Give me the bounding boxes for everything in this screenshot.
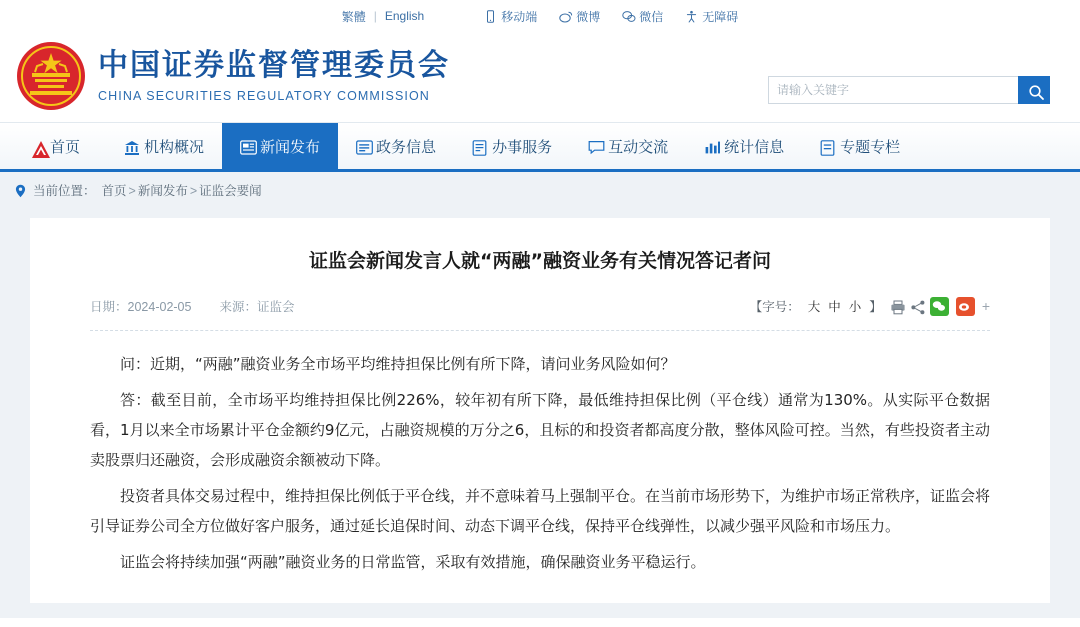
nav-item-government-info[interactable] (338, 123, 454, 169)
breadcrumb-item-1[interactable]: 新闻发布 (137, 184, 188, 198)
nav-item-statistics[interactable] (686, 123, 802, 169)
accessibility-label: 无障碍 (702, 9, 739, 24)
weibo-share-icon[interactable] (956, 297, 975, 316)
wechat-label: 微信 (639, 9, 664, 24)
nav-label-news: 新闻发布 (260, 138, 321, 156)
nav-item-institution[interactable] (106, 123, 222, 169)
mobile-icon (484, 10, 497, 23)
fontsize-large[interactable]: 大 (807, 300, 821, 315)
wechat-link[interactable] (622, 8, 663, 25)
share-icon[interactable] (910, 300, 923, 313)
divider (90, 330, 990, 331)
fontsize-close: 】 (869, 300, 882, 315)
fontsize-small[interactable]: 小 (848, 300, 862, 315)
statistics-icon (704, 140, 717, 153)
weibo-link[interactable] (559, 8, 600, 25)
csrc-logo-icon (30, 140, 43, 153)
nav-item-topics[interactable] (802, 123, 918, 169)
article-date-label: 日期： (90, 300, 128, 315)
breadcrumb-sep-0: > (128, 184, 136, 198)
article-paragraph: 问：近期，“两融”融资业务全市场平均维持担保比例有所下降，请问业务风险如何？ (120, 354, 676, 373)
lang-traditional-link[interactable]: 繁體 (341, 9, 366, 24)
nav-item-news[interactable] (222, 123, 338, 169)
interaction-icon (588, 140, 601, 153)
article-source (219, 297, 294, 315)
site-header (0, 30, 1080, 122)
nav-item-interaction[interactable] (570, 123, 686, 169)
article-paragraph: 投资者具体交易过程中，维持担保比例低于平仓线，并不意味着马上强制平仓。在当前市场形势下，为维护市场正常秩序，证监会将引导证券公司全方位做好客户服务，通过延长追保时间、动态下调平仓线，保持平仓线弹性，以减少强平风险和市场压力。 (90, 486, 991, 535)
article-date-value: 2024-02-05 (127, 300, 192, 315)
lang-divider: | (373, 9, 377, 23)
weibo-icon (559, 10, 572, 23)
content-area (0, 208, 1080, 618)
breadcrumb-prefix: 当前位置： (33, 184, 96, 198)
breadcrumb-item-2[interactable]: 证监会要闻 (199, 184, 262, 198)
page-title: 证监会新闻发言人就“两融”融资业务有关情况答记者问 (309, 250, 771, 272)
breadcrumb-sep-1: > (189, 184, 198, 198)
site-title-en: CHINA SECURITIES REGULATORY COMMISSION (98, 89, 430, 104)
nav-label-home: 首页 (50, 138, 81, 156)
top-utility-bar (0, 0, 1080, 30)
institution-icon (124, 140, 137, 153)
accessibility-link[interactable] (685, 8, 738, 25)
breadcrumb-items (102, 181, 262, 199)
language-links (342, 8, 425, 25)
nav-label-topics: 专题专栏 (840, 138, 901, 156)
print-icon[interactable] (890, 300, 903, 313)
fontsize-label: 【字号： (749, 300, 800, 315)
accessibility-icon (685, 10, 698, 23)
share-more-button[interactable]: + (981, 298, 990, 315)
breadcrumb-item-0[interactable]: 首页 (101, 184, 127, 198)
article-body (90, 349, 990, 577)
national-emblem (12, 37, 90, 115)
nav-label-interaction: 互动交流 (608, 138, 669, 156)
lang-english-link[interactable]: English (384, 9, 425, 23)
services-icon (472, 140, 485, 153)
nav-item-home[interactable] (8, 123, 106, 169)
government-info-icon (356, 140, 369, 153)
top-right-links (484, 8, 738, 25)
topics-icon (820, 140, 833, 153)
search-icon (1028, 84, 1041, 97)
site-titles (98, 49, 450, 104)
fontsize-control (750, 297, 882, 315)
nav-label-government-info: 政务信息 (376, 138, 437, 156)
fontsize-medium[interactable]: 中 (828, 300, 841, 315)
search-box (768, 76, 1050, 104)
article-source-value: 证监会 (256, 300, 295, 315)
search-button[interactable] (1018, 76, 1050, 104)
mobile-label: 移动端 (501, 9, 538, 24)
article-meta (90, 297, 990, 328)
wechat-share-icon[interactable] (930, 297, 949, 316)
main-nav (0, 122, 1080, 172)
wechat-icon (622, 10, 635, 23)
share-bar (890, 297, 990, 316)
weibo-label: 微博 (576, 9, 601, 24)
mobile-link[interactable] (484, 8, 537, 25)
site-title-cn: 中国证券监督管理委员会 (98, 47, 450, 83)
news-icon (240, 140, 253, 153)
article-paragraph: 证监会将持续加强“两融”融资业务的日常监管，采取有效措施，确保融资业务平稳运行。 (120, 552, 706, 571)
nav-label-institution: 机构概况 (144, 138, 205, 156)
article-date (90, 297, 191, 315)
search-input[interactable] (768, 76, 1018, 104)
article-paragraph: 答：截至目前，全市场平均维持担保比例226%，较年初有所下降，最低维持担保比例（平仓线）通常为130%。从实际平仓数据看，1月以来全市场累计平仓金额约9亿元，占融资规模的万分之6，且标的和投资者都高度分散，整体风险可控。当然，有些投资者主动卖股票归还融资，会形成融资余额被动下降。 (90, 390, 990, 469)
nav-label-services: 办事服务 (492, 138, 553, 156)
breadcrumb (0, 172, 1080, 208)
article-source-label: 来源： (219, 300, 257, 315)
nav-item-services[interactable] (454, 123, 570, 169)
nav-label-statistics: 统计信息 (724, 138, 785, 156)
location-pin-icon (14, 184, 27, 197)
article-card (30, 218, 1050, 603)
